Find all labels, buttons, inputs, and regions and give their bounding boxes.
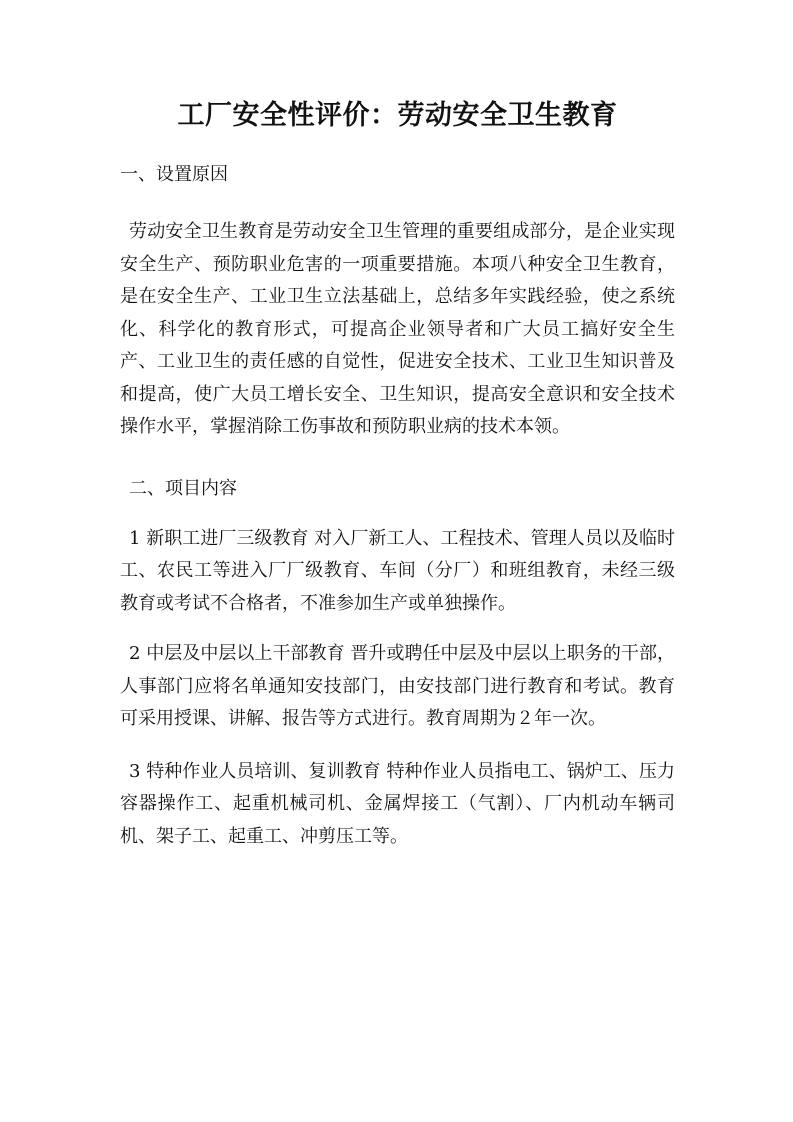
section-heading-content: 二、项目内容 (129, 477, 237, 499)
list-item-new-staff-education: 1 新职工进厂三级教育 对入厂新工人、工程技术、管理人员以及临时工、农民工等进入厂厂级教育、车间（分厂）和班组教育，未经三级教育或考试不合格者，不准参加生产或单独操作。 (120, 527, 675, 614)
paragraph-reason: 劳动安全卫生教育是劳动安全卫生管理的重要组成部分，是企业实现安全生产、预防职业危害的一项重要措施。本项八种安全卫生教育，是在安全生产、工业卫生立法基础上，总结多年实践经验，使之系统化、科学化的教育形式，可提高企业领导者和广大员工搞好安全生产、工业卫生的责任感的自觉性，促进安全技术、工业卫生知识普及和提高，使广大员工增长安全、卫生知识，提高安全意识和安全技术操作水平，掌握消除工伤事故和预防职业病的技术本领。 (120, 221, 675, 437)
section-heading-reason: 一、设置原因 (120, 164, 228, 185)
page-title: 工厂安全性评价：劳动安全卫生教育 (177, 100, 618, 131)
list-item-cadre-education: 2 中层及中层以上干部教育 晋升或聘任中层及中层以上职务的干部，人事部门应将名单通知安技部门，由安技部门进行教育和考试。教育可采用授课、讲解、报告等方式进行。教育周期为２年一次。 (120, 643, 675, 729)
list-item-special-operator-training: 3 特种作业人员培训、复训教育 特种作业人员指电工、锅炉工、压力容器操作工、起重机械司机、金属焊接工（气割）、厂内机动车辆司机、架子工、起重工、冲剪压工等。 (120, 760, 675, 847)
